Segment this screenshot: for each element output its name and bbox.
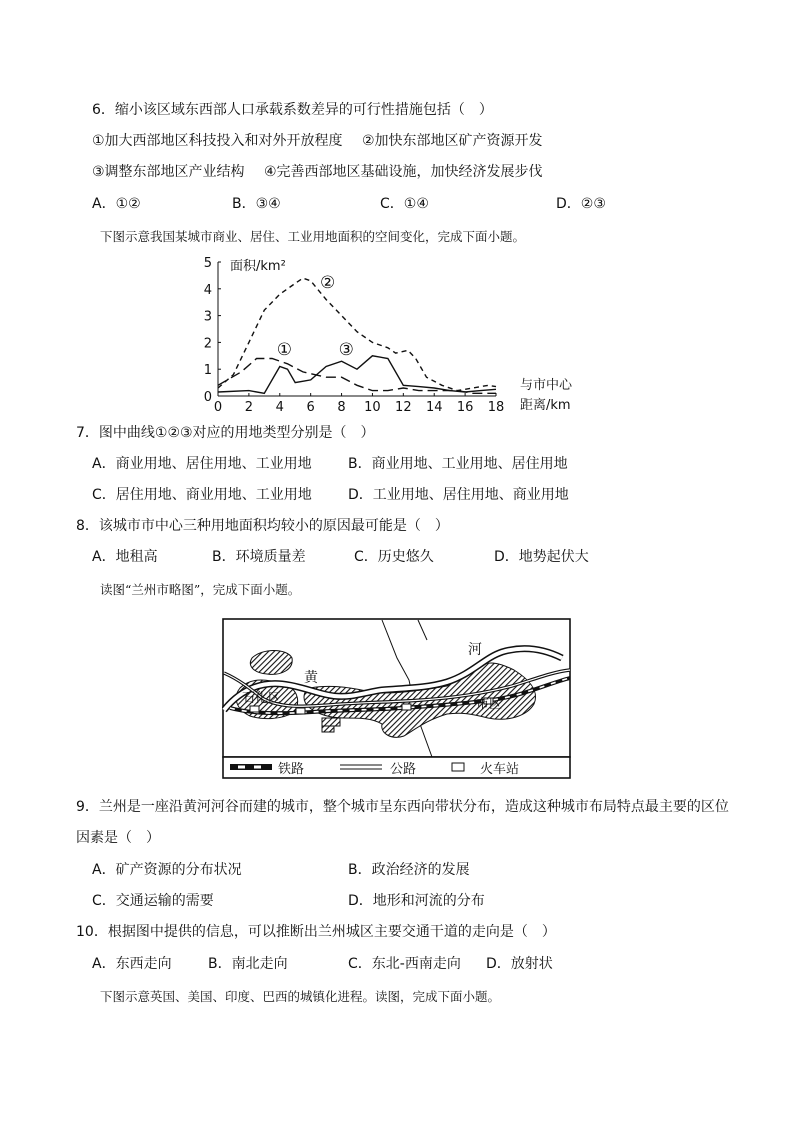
q6-option-d[interactable]: D．②③	[556, 196, 606, 212]
chart-series-label-1: ①	[276, 340, 293, 361]
chart-y-tick-label: 2	[203, 336, 212, 352]
q6-statement-2: ②加快东部地区矿产资源开发	[362, 133, 543, 149]
q8-stem: 8．该城市市中心三种用地面积均较小的原因最可能是（ ）	[76, 518, 449, 534]
q10-option-c[interactable]: C．东北-西南走向	[348, 956, 461, 972]
chart-intro: 下图示意我国某城市商业、居住、工业用地面积的空间变化，完成下面小题。	[100, 229, 526, 244]
legend-station-label: 火车站	[480, 762, 520, 777]
q10-option-b[interactable]: B．南北走向	[208, 956, 288, 972]
q7-option-d[interactable]: D．工业用地、居住用地、商业用地	[348, 487, 569, 503]
river-label-1: 黄	[304, 670, 318, 686]
q6-option-c[interactable]: C．①④	[380, 196, 429, 212]
q6-statement-4: ④完善西部地区基础设施，加快经济发展步伐	[264, 164, 543, 180]
chart-x-tick-label: 8	[337, 400, 346, 415]
chart-x-tick-label: 18	[487, 400, 505, 415]
district-label-shihua: 石化区	[242, 691, 282, 706]
chart-series-line-1	[218, 359, 496, 394]
chart-y-tick-label: 5	[203, 256, 212, 271]
chart-series-label-2: ②	[320, 273, 336, 294]
chart-xlabel-line1: 与市中心	[520, 378, 573, 393]
chart-series-line-2	[218, 278, 496, 391]
q7-option-b[interactable]: B．商业用地、工业用地、居住用地	[348, 456, 568, 472]
chart-x-tick-label: 10	[364, 400, 381, 415]
chart-x-tick-label: 2	[244, 400, 254, 415]
q8-option-d[interactable]: D．地势起伏大	[494, 549, 589, 565]
q8-option-b[interactable]: B．环境质量差	[212, 549, 306, 565]
q6-option-a[interactable]: A．①②	[92, 196, 141, 212]
q8-option-c[interactable]: C．历史悠久	[354, 549, 434, 565]
legend-road-label: 公路	[390, 762, 417, 777]
q7-stem: 7．图中曲线①②③对应的用地类型分别是（ ）	[76, 425, 375, 441]
q7-option-a[interactable]: A．商业用地、居住用地、工业用地	[92, 456, 312, 472]
q9-option-a[interactable]: A．矿产资源的分布状况	[92, 862, 242, 878]
chart-y-tick-label: 4	[203, 282, 212, 298]
q6-statement-1: ①加大西部地区科技投入和对外开放程度	[92, 133, 343, 149]
q10-stem: 10．根据图中提供的信息，可以推断出兰州城区主要交通干道的走向是（ ）	[76, 924, 556, 940]
chart-series-label-3: ③	[338, 340, 354, 361]
legend-rail-label: 铁路	[278, 762, 305, 777]
chart-x-tick-label: 4	[275, 400, 284, 415]
q6-option-b[interactable]: B．③④	[232, 196, 281, 212]
q7-option-c[interactable]: C．居住用地、商业用地、工业用地	[92, 487, 312, 503]
q9-option-b[interactable]: B．政治经济的发展	[348, 862, 470, 878]
chart-x-tick-label: 6	[306, 400, 315, 415]
land-use-chart	[200, 252, 600, 417]
district-label-city: 市区	[476, 697, 503, 712]
q6-statement-3: ③调整东部地区产业结构	[92, 164, 245, 180]
map-intro: 读图“兰州市略图”，完成下面小题。	[100, 582, 301, 597]
chart-x-tick-label: 14	[425, 400, 443, 415]
chart-x-tick-label: 16	[456, 400, 474, 415]
chart-series-line-3	[218, 356, 496, 394]
q10-option-d[interactable]: D．放射状	[486, 956, 553, 972]
chart-ylabel: 面积/km²	[230, 259, 286, 274]
q9-option-d[interactable]: D．地形和河流的分布	[348, 893, 485, 909]
next-intro: 下图示意英国、美国、印度、巴西的城镇化进程。读图，完成下面小题。	[100, 989, 501, 1004]
river-label-2: 河	[468, 642, 482, 658]
q10-option-a[interactable]: A．东西走向	[92, 956, 172, 972]
q6-stem: 6．缩小该区域东西部人口承载系数差异的可行性措施包括（ ）	[92, 102, 493, 118]
chart-x-tick-label: 12	[395, 400, 412, 415]
chart-xlabel-line2: 距离/km	[520, 398, 571, 413]
chart-y-tick-label: 1	[203, 363, 212, 379]
chart-y-tick-label: 3	[203, 309, 212, 325]
chart-y-tick-label: 0	[203, 390, 212, 405]
q9-option-c[interactable]: C．交通运输的需要	[92, 893, 214, 909]
lanzhou-map	[222, 618, 572, 780]
chart-x-tick-label: 0	[213, 400, 223, 415]
q9-stem-line1: 9．兰州是一座沿黄河河谷而建的城市，整个城市呈东西向带状分布，造成这种城市布局特点最主要的区位	[76, 799, 729, 815]
q8-option-a[interactable]: A．地租高	[92, 549, 158, 565]
q9-stem-line2: 因素是（ ）	[76, 830, 160, 846]
